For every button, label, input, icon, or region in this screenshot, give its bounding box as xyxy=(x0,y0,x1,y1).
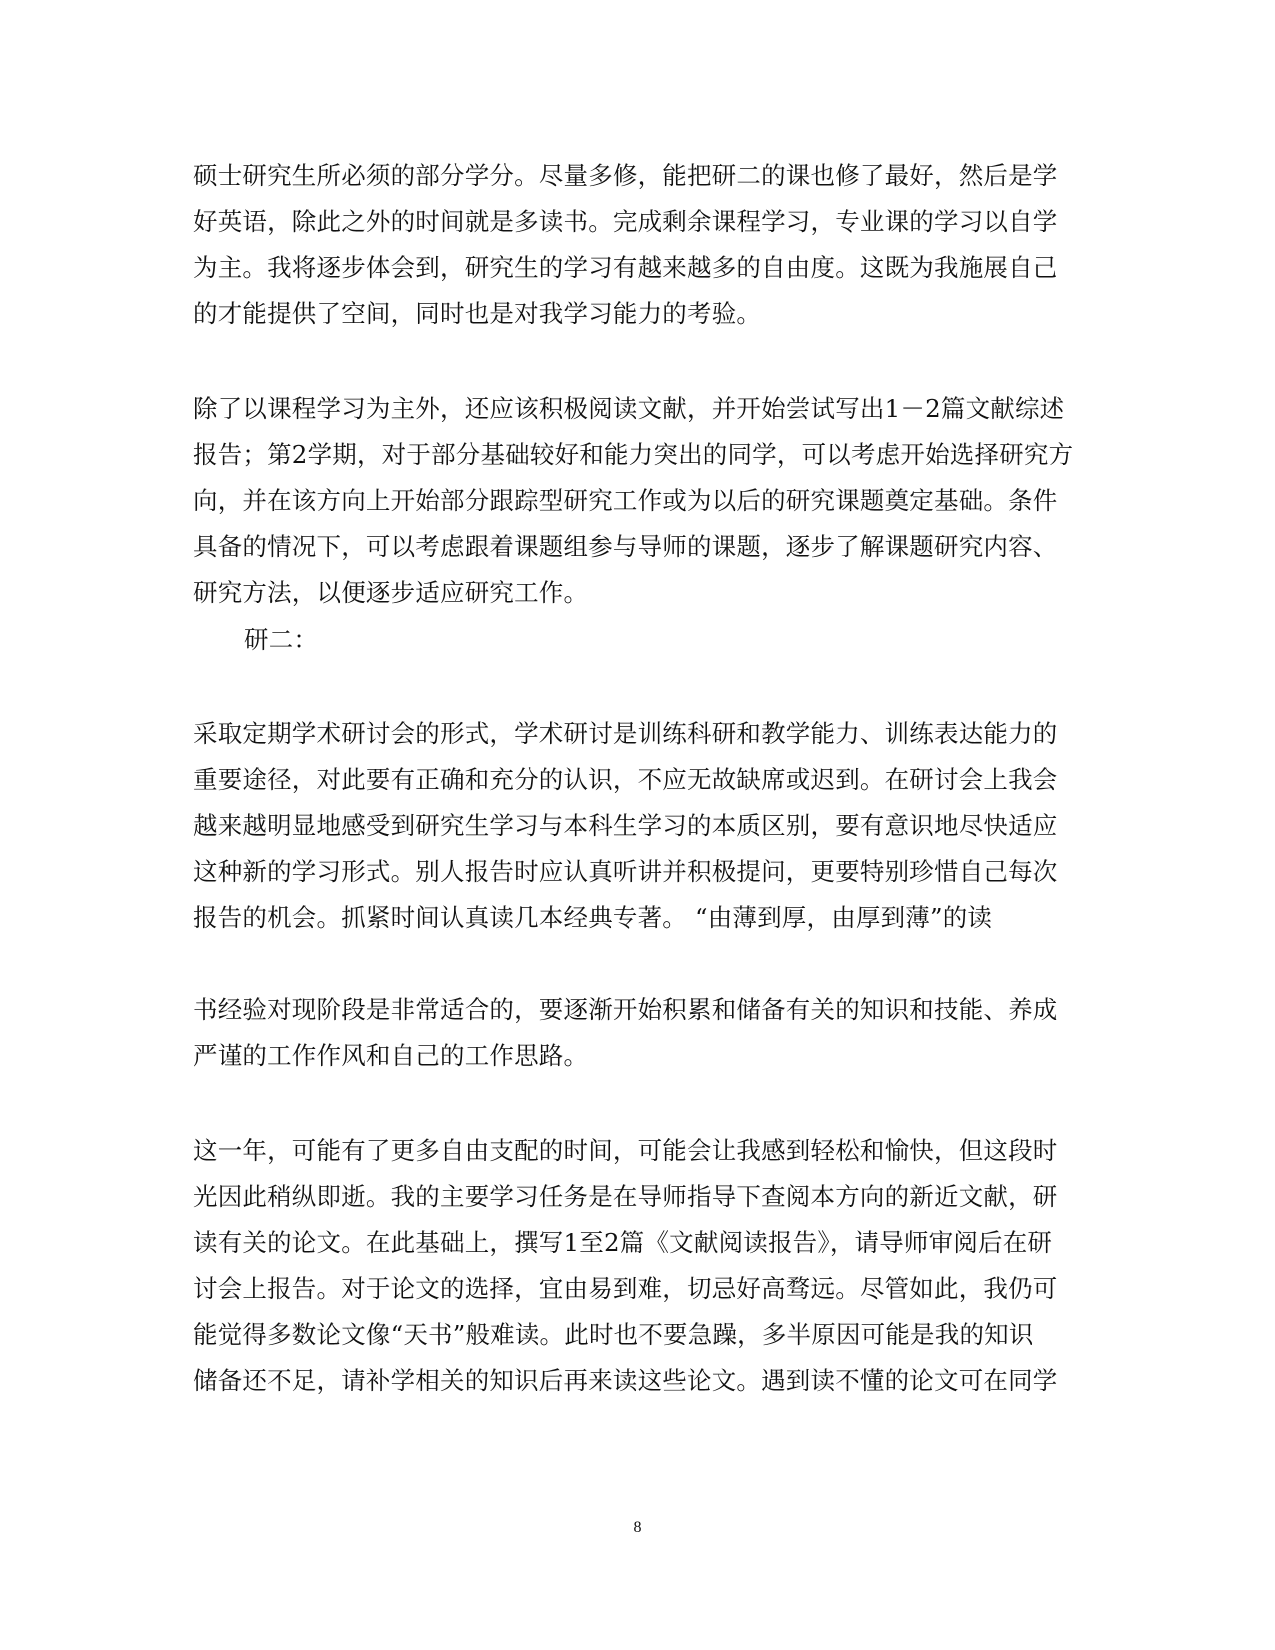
text-line: 除了以课程学习为主外，还应该积极阅读文献，并开始尝试写出1－2篇文献综述 xyxy=(193,394,1065,423)
text-line: 书经验对现阶段是非常适合的，要逐渐开始积累和储备有关的知识和技能、养成 xyxy=(193,995,1058,1024)
text-line: 具备的情况下，可以考虑跟着课题组参与导师的课题，逐步了解课题研究内容、 xyxy=(193,532,1058,561)
text-line: 越来越明显地感受到研究生学习与本科生学习的本质区别，要有意识地尽快适应 xyxy=(193,811,1058,840)
page-number: 8 xyxy=(633,1519,642,1536)
text-line: 储备还不足，请补学相关的知识后再来读这些论文。遇到读不懂的论文可在同学 xyxy=(193,1366,1058,1395)
text-line: 读有关的论文。在此基础上，撰写1至2篇《文献阅读报告》，请导师审阅后在研 xyxy=(193,1228,1053,1257)
text-line: 向，并在该方向上开始部分跟踪型研究工作或为以后的研究课题奠定基础。条件 xyxy=(193,486,1058,515)
text-line: 报告；第2学期，对于部分基础较好和能力突出的同学，可以考虑开始选择研究方 xyxy=(193,440,1074,469)
text-line: 硕士研究生所必须的部分学分。尽量多修，能把研二的课也修了最好，然后是学 xyxy=(193,161,1058,190)
text-line: 光因此稍纵即逝。我的主要学习任务是在导师指导下查阅本方向的新近文献，研 xyxy=(193,1182,1058,1211)
text-line: 严谨的工作作风和自己的工作思路。 xyxy=(193,1041,589,1070)
text-line: 为主。我将逐步体会到，研究生的学习有越来越多的自由度。这既为我施展自己 xyxy=(193,253,1058,282)
text-line: 报告的机会。抓紧时间认真读几本经典专著。 “由薄到厚，由厚到薄”的读 xyxy=(193,903,993,932)
text-line: 采取定期学术研讨会的形式，学术研讨是训练科研和教学能力、训练表达能力的 xyxy=(193,719,1058,748)
text-line: 研究方法，以便逐步适应研究工作。 xyxy=(193,578,589,607)
text-line: 能觉得多数论文像“天书”般难读。此时也不要急躁，多半原因可能是我的知识 xyxy=(193,1320,1034,1349)
text-line: 这一年，可能有了更多自由支配的时间，可能会让我感到轻松和愉快，但这段时 xyxy=(193,1136,1058,1165)
text-line: 的才能提供了空间，同时也是对我学习能力的考验。 xyxy=(193,299,762,328)
text-line: 这种新的学习形式。别人报告时应认真听讲并积极提问，更要特别珍惜自己每次 xyxy=(193,857,1058,886)
text-line: 讨会上报告。对于论文的选择，宜由易到难，切忌好高骛远。尽管如此，我仍可 xyxy=(193,1274,1058,1303)
text-line: 重要途径，对此要有正确和充分的认识，不应无故缺席或迟到。在研讨会上我会 xyxy=(193,765,1058,794)
section-heading: 研二： xyxy=(244,625,319,654)
text-line: 好英语，除此之外的时间就是多读书。完成剩余课程学习，专业课的学习以自学 xyxy=(193,207,1058,236)
